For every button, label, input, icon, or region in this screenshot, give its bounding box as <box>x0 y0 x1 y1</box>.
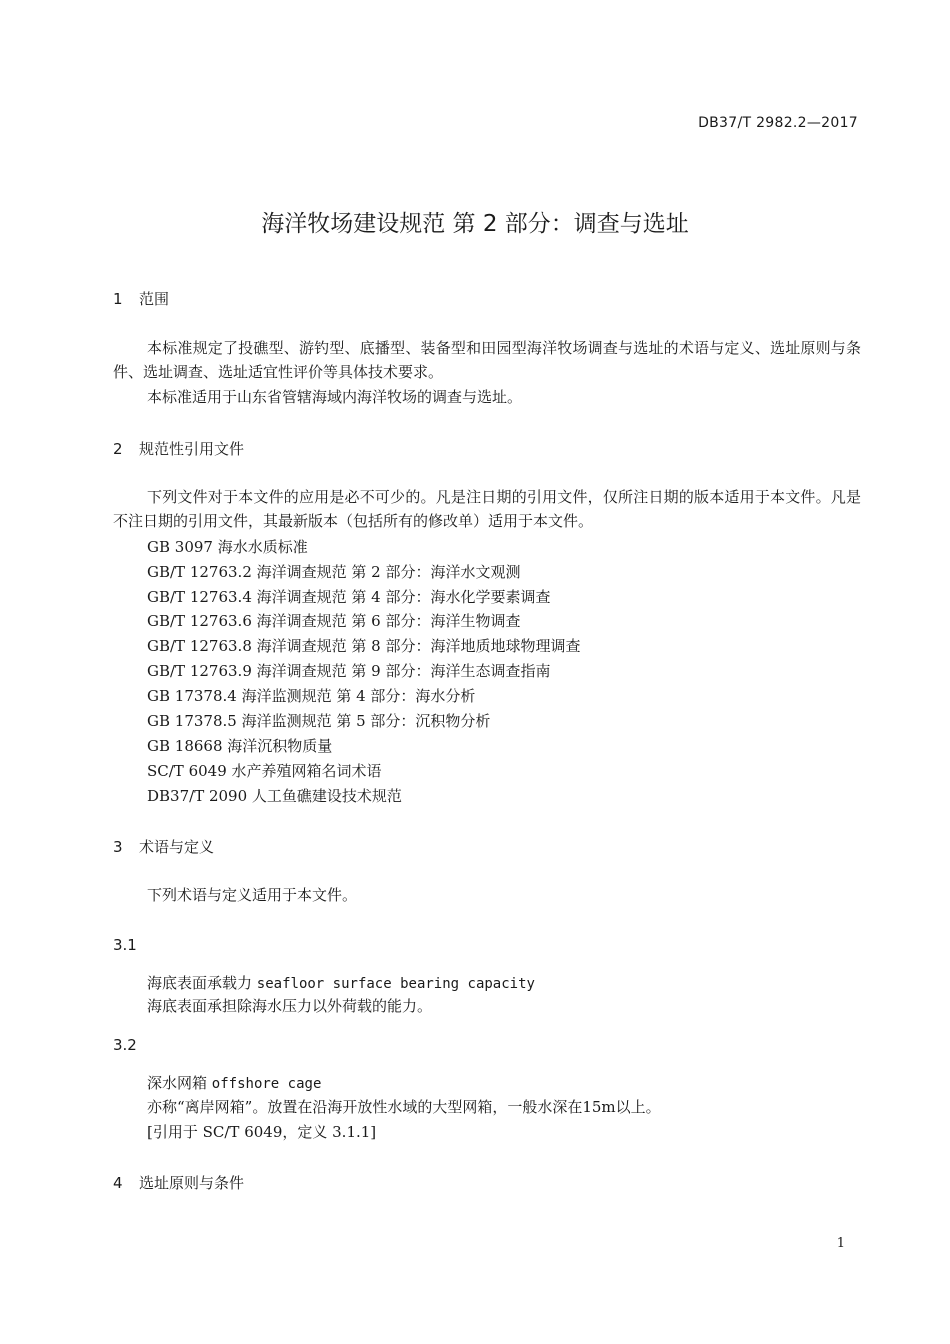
reference-item: SC/T 6049 水产养殖网箱名词术语 <box>147 762 382 780</box>
term-definition: 亦称“离岸网箱”。放置在沿海开放性水域的大型网箱，一般水深在15m以上。 <box>147 1098 661 1116</box>
reference-item: GB/T 12763.9 海洋调查规范 第 9 部分：海洋生态调查指南 <box>147 662 551 680</box>
term-chinese: 海底表面承载力 <box>147 974 253 992</box>
section-number: 2 <box>113 440 123 458</box>
reference-item: GB 3097 海水水质标准 <box>147 538 308 556</box>
section-3-heading <box>113 836 214 857</box>
reference-item: GB 18668 海洋沉积物质量 <box>147 737 333 755</box>
section-title: 术语与定义 <box>139 838 215 856</box>
document-title: 海洋牧场建设规范 第 2 部分：调查与选址 <box>261 211 689 237</box>
scope-paragraph-2: 本标准适用于山东省管辖海域内海洋牧场的调查与选址。 <box>147 388 523 406</box>
term-definition: 海底表面承担除海水压力以外荷载的能力。 <box>147 997 433 1015</box>
terms-intro: 下列术语与定义适用于本文件。 <box>147 886 358 904</box>
section-4-heading <box>113 1172 244 1193</box>
reference-item: GB/T 12763.4 海洋调查规范 第 4 部分：海水化学要素调查 <box>147 588 551 606</box>
section-number: 1 <box>113 290 123 308</box>
term-heading <box>147 1072 321 1093</box>
term-english: seafloor surface bearing capacity <box>256 976 535 992</box>
term-number: 3.1 <box>113 936 137 954</box>
reference-item: GB/T 12763.8 海洋调查规范 第 8 部分：海洋地质地球物理调查 <box>147 637 581 655</box>
section-title: 范围 <box>139 290 170 308</box>
reference-item: GB 17378.5 海洋监测规范 第 5 部分：沉积物分析 <box>147 712 491 730</box>
term-number: 3.2 <box>113 1036 137 1054</box>
section-1-heading <box>113 288 169 309</box>
term-source: [引用于 SC/T 6049，定义 3.1.1] <box>147 1123 377 1141</box>
term-english: offshore cage <box>211 1076 322 1092</box>
reference-item: GB 17378.4 海洋监测规范 第 4 部分：海水分析 <box>147 687 476 705</box>
scope-paragraph-1: 本标准规定了投礁型、游钓型、底播型、装备型和田园型海洋牧场调查与选址的术语与定义、选址原则与条件、选址调查、选址适宜性评价等具体技术要求。 <box>113 339 861 381</box>
section-2-heading <box>113 438 244 459</box>
section-title: 选址原则与条件 <box>139 1174 245 1192</box>
section-number: 4 <box>113 1174 123 1192</box>
standard-code: DB37/T 2982.2—2017 <box>698 115 858 131</box>
term-heading <box>147 972 535 993</box>
term-chinese: 深水网箱 <box>147 1074 208 1092</box>
references-intro: 下列文件对于本文件的应用是必不可少的。凡是注日期的引用文件，仅所注日期的版本适用于本文件。凡是不注日期的引用文件，其最新版本（包括所有的修改单）适用于本文件。 <box>113 488 861 530</box>
page-number: 1 <box>836 1236 845 1251</box>
section-number: 3 <box>113 838 123 856</box>
reference-item: DB37/T 2090 人工鱼礁建设技术规范 <box>147 787 402 805</box>
section-title: 规范性引用文件 <box>139 440 245 458</box>
reference-item: GB/T 12763.6 海洋调查规范 第 6 部分：海洋生物调查 <box>147 612 521 630</box>
reference-item: GB/T 12763.2 海洋调查规范 第 2 部分：海洋水文观测 <box>147 563 521 581</box>
